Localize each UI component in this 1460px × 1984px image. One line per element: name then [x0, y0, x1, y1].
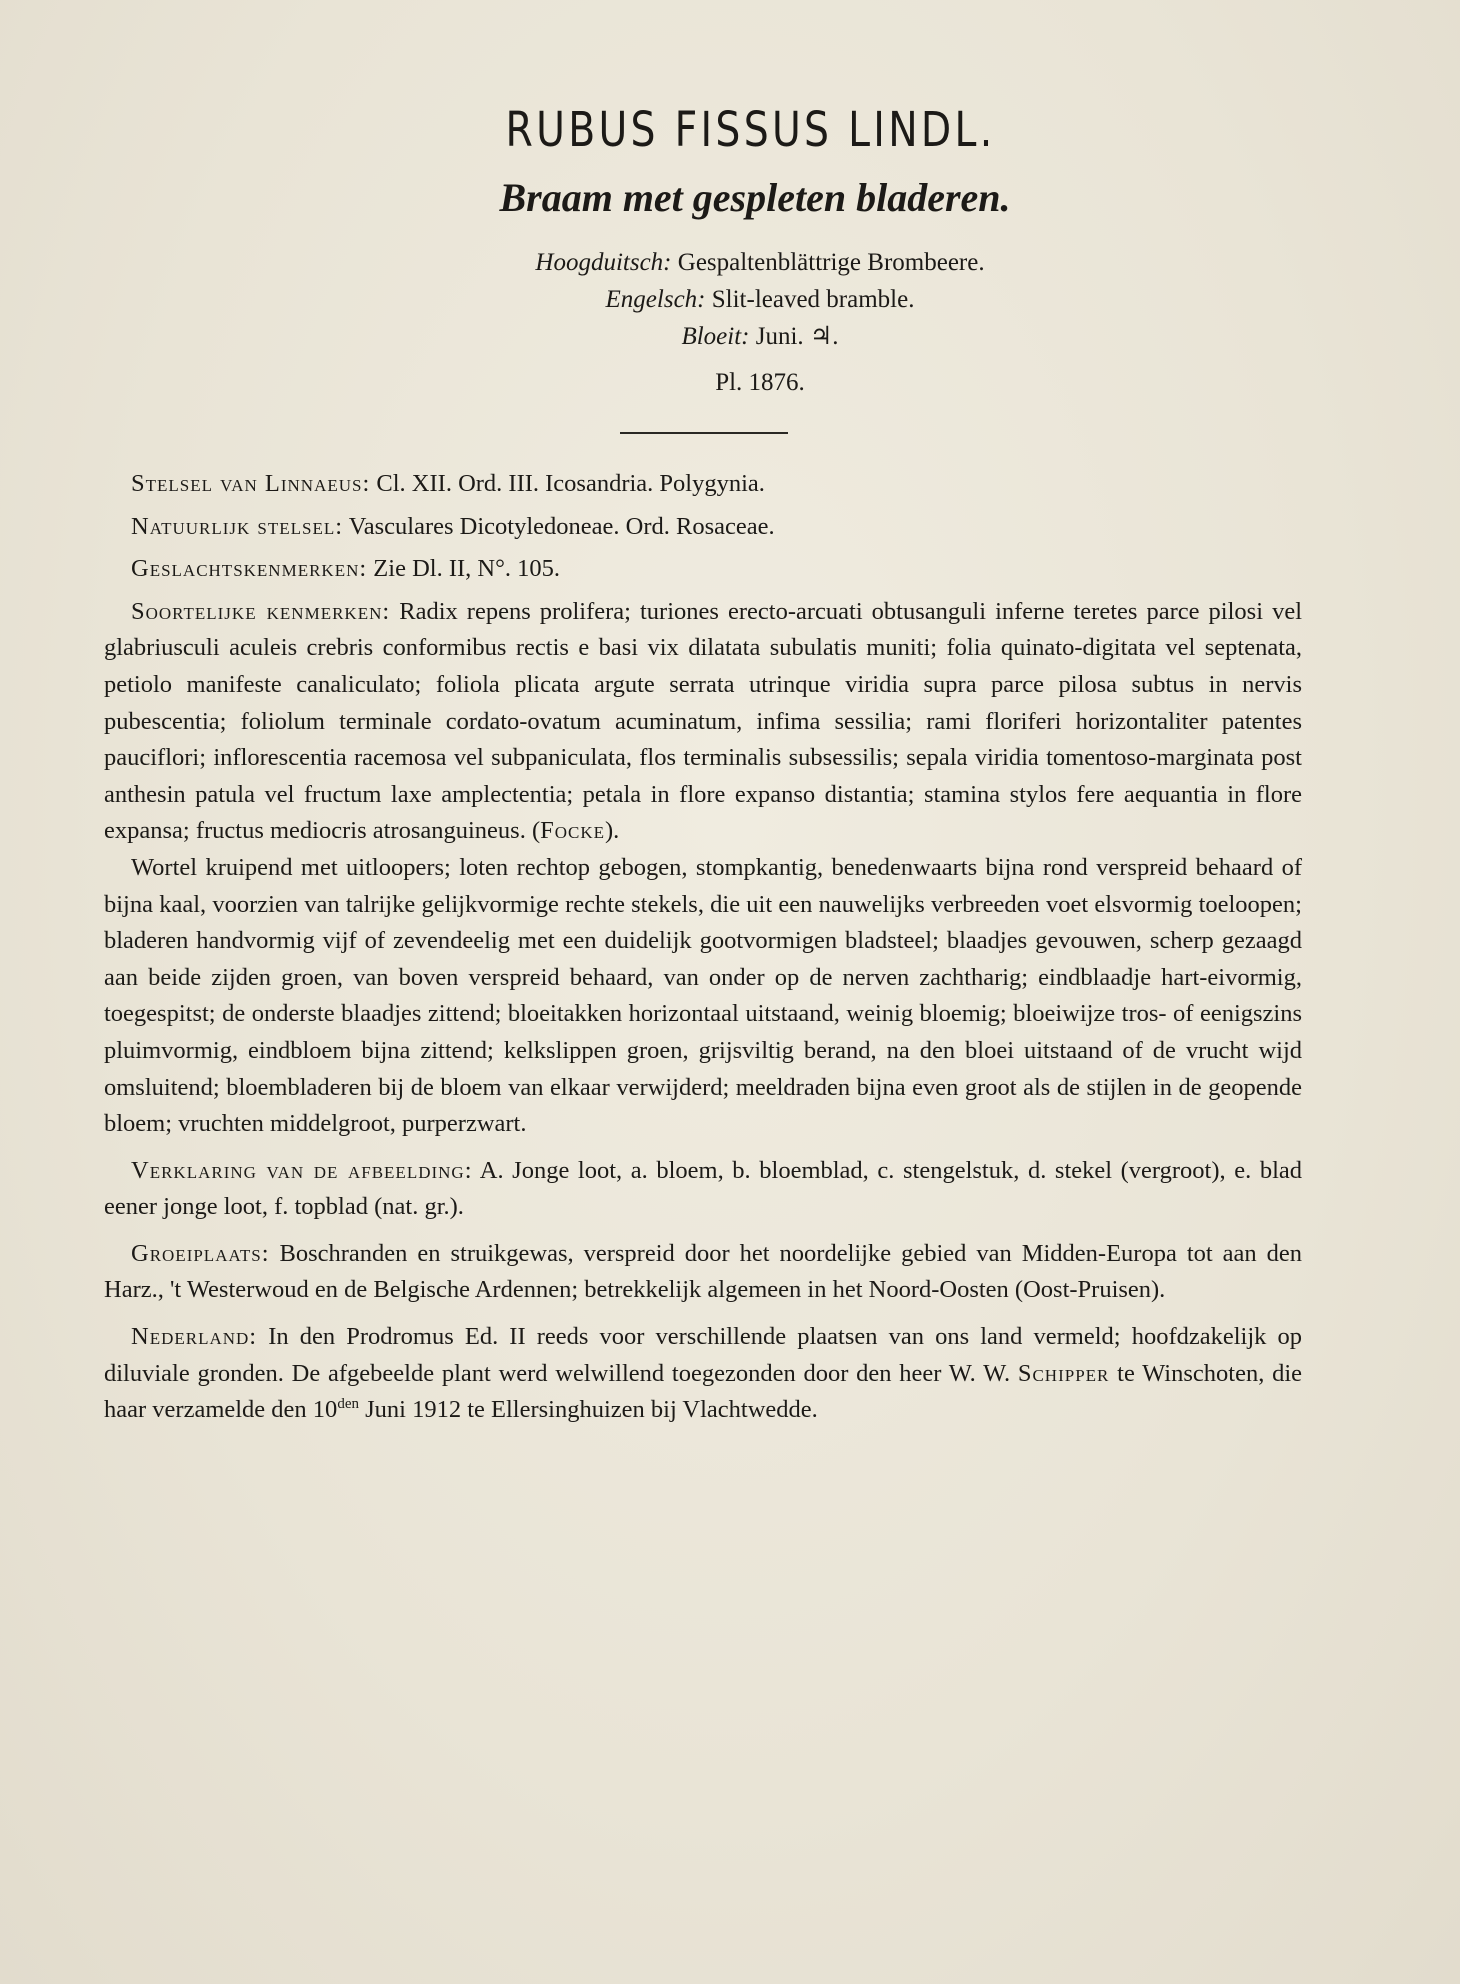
page-subtitle: Braam met gespleten bladeren. — [499, 175, 1011, 220]
english-value: Slit-leaved bramble. — [711, 286, 915, 313]
linnaeus-label: Stelsel van Linnaeus: — [131, 470, 371, 497]
bloom-label: Bloeit: — [681, 323, 750, 350]
netherlands-label: Nederland: — [131, 1323, 258, 1351]
species-text: Radix repens prolifera; turiones erecto-arcuati obtusanguli inferne teretes parce pilosi vel glabriusculi aculeis crebris conformibus rectis e basi vix dilatata subulatis muniti; folia quinato-digitata vel septenata, petiolo manifeste canaliculato; foliola plicata argute serrata utrinque viridia supra parce pilosa subtus in nervis pubescentia; foliolum terminale cordato-ovatum acuminatum, infima sessilia; rami floriferi horizontaliter patentes pauciflori; inflorescentia racemosa vel subpaniculata, flos terminalis subsessilis; sepala viridia tomentoso-marginata post anthesin patula vel fructum laxe amplectentia; petala in flore expanso distantia; stamina stylos fere aequantia in flore expansa; fructus mediocris atrosanguineus. ( — [104, 597, 1303, 845]
bloom-line — [60, 318, 1460, 355]
german-value: Gespaltenblättrige Brombeere. — [677, 249, 985, 276]
german-label: Hoogduitsch: — [535, 249, 672, 276]
natural-system-paragraph — [104, 509, 1302, 546]
plate-number: Pl. 1876. — [715, 369, 805, 396]
species-end: ). — [605, 817, 620, 845]
genus-paragraph — [104, 551, 1302, 588]
habitat-text: Boschranden en struikgewas, verspreid door het noordelijke gebied van Midden-Europa tot aan den Harz., 't Westerwoud en de Belgische Ardennen; betrekkelijk algemeen in het Noord-Oosten (Oost-Pruisen). — [104, 1239, 1303, 1304]
german-name-line — [60, 244, 1460, 281]
genus-text: Zie Dl. II, N°. 105. — [373, 555, 561, 583]
english-label: Engelsch: — [605, 286, 706, 313]
plate-explanation-text: A. Jonge loot, a. bloem, b. bloemblad, c. stengelstuk, d. stekel (vergroot), e. blad eener jonge loot, f. topblad (nat. gr.). — [104, 1156, 1303, 1221]
linnaeus-paragraph — [104, 466, 1302, 503]
plate-explanation-paragraph — [104, 1153, 1302, 1226]
common-names — [0, 244, 1460, 355]
genus-label: Geslachtskenmerken: — [131, 555, 368, 583]
bloom-value: Juni. ♃. — [755, 323, 839, 350]
date-suffix: den — [337, 1396, 359, 1413]
habitat-label: Groeiplaats: — [131, 1239, 270, 1267]
species-paragraph — [104, 594, 1302, 850]
species-author: Focke — [540, 817, 606, 845]
netherlands-text-3: Juni 1912 te Ellersinghuizen bij Vlachtwedde. — [365, 1396, 818, 1424]
plate-explanation-label: Verklaring van de afbeelding: — [131, 1156, 473, 1184]
divider-rule — [620, 432, 788, 434]
netherlands-text-1: In den Prodromus Ed. II reeds voor verschillende plaatsen van ons land vermeld; hoofdzakelijk op diluviale gronden. De afgebeelde plant werd welwillend toegezonden door den heer W. W. — [104, 1323, 1303, 1387]
netherlands-paragraph — [104, 1319, 1302, 1429]
page-title: RUBUS FISSUS LINDL. — [505, 102, 996, 158]
body-text — [104, 466, 1302, 1429]
natural-system-label: Natuurlijk stelsel: — [131, 512, 344, 540]
habitat-paragraph — [104, 1236, 1302, 1309]
english-name-line — [60, 281, 1460, 318]
species-label: Soortelijke kenmerken: — [131, 597, 391, 625]
page-header — [0, 100, 1460, 397]
collector-name: Schipper — [1017, 1359, 1110, 1387]
dutch-description-paragraph: Wortel kruipend met uitloopers; loten rechtop gebogen, stompkantig, benedenwaarts bijna rond verspreid behaard of bijna kaal, voorzien van talrijke gelijkvormige rechte stekels, die uit een nauwelijks verbreeden voet elsvormig toeloopen; bladeren handvormig vijf of zevendeelig met een duidelijk gootvormigen bladsteel; blaadjes gevouwen, scherp gezaagd aan beide zijden groen, van boven verspreid behaard, van onder op de nerven zachtharig; eindblaadje hart-eivormig, toegespitst; de onderste blaadjes zittend; bloeitakken horizontaal uitstaand, weinig bloemig; bloeiwijze tros- of eenigszins pluimvormig, eindbloem bijna zittend; kelkslippen groen, grijsviltig berand, na den bloei uitstaand of de vrucht wijd omsluitend; bloembladeren bij de bloem van elkaar verwijderd; meeldraden bijna even groot als de stijlen in de geopende bloem; vruchten middelgroot, purperzwart. — [104, 853, 1302, 1138]
natural-system-text: Vasculares Dicotyledoneae. Ord. Rosaceae. — [348, 512, 775, 540]
netherlands-text-2: te Winschoten, die haar verzamelde den 10 — [104, 1359, 1303, 1424]
linnaeus-text: Cl. XII. Ord. III. Icosandria. Polygynia. — [376, 470, 765, 497]
